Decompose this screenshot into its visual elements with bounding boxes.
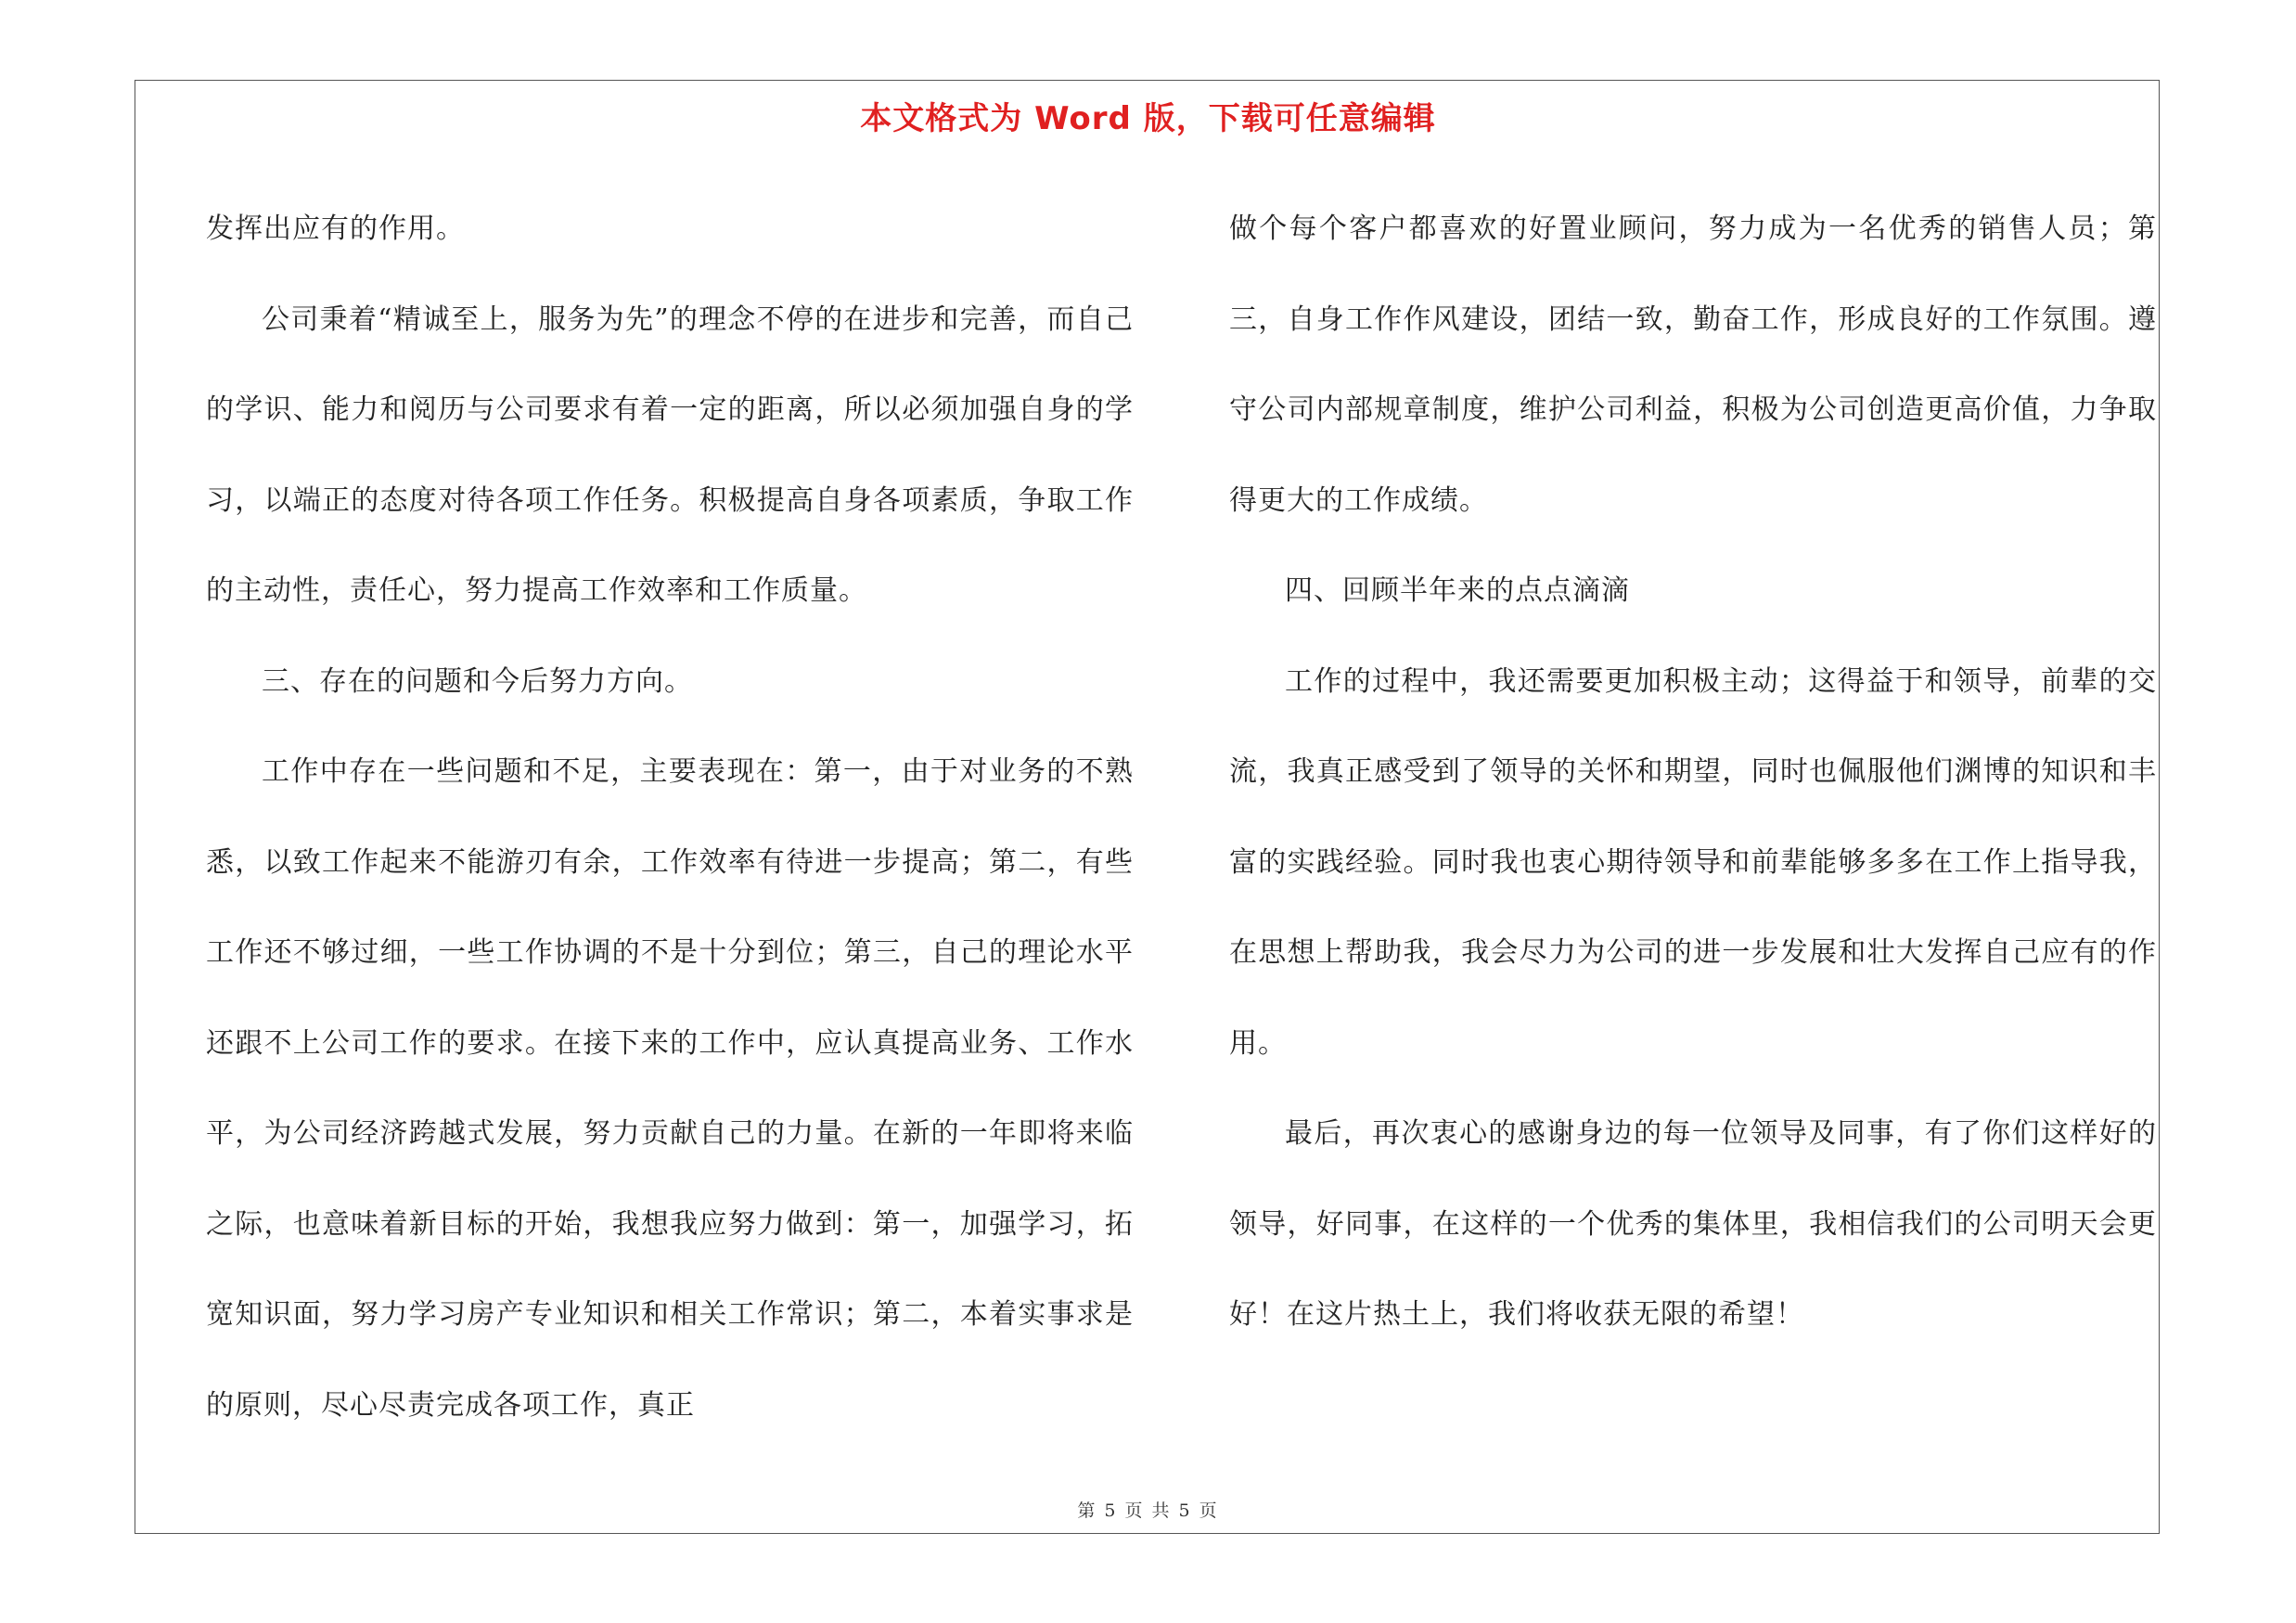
format-notice-banner: 本文格式为 Word 版，下载可任意编辑 [860,100,1436,137]
right-text-column [1229,184,2157,1360]
left-text-column [206,184,1134,1450]
paragraph-problems-and-plans: 工作中存在一些问题和不足，主要表现在：第一，由于对业务的不熟悉，以致工作起来不能游刃有余，工作效率有待进一步提高；第二，有些工作还不够过细，一些工作协调的不是十分到位；第三，自己的理论水平还跟不上公司工作的要求。在接下来的工作中，应认真提高业务、工作水平，为公司经济跨越式发展，努力贡献自己的力量。在新的一年即将来临之际，也意味着新目标的开始，我想我应努力做到：第一，加强学习，拓宽知识面，努力学习房产专业知识和相关工作常识；第二，本着实事求是的原则，尽心尽责完成各项工作，真正 [206,755,1134,1422]
section-heading-review: 四、回顾半年来的点点滴滴 [1285,574,1630,607]
paragraph-continuation-right: 做个每个客户都喜欢的好置业顾问，努力成为一名优秀的销售人员；第三，自身工作作风建设，团结一致，勤奋工作，形成良好的工作氛围。遵守公司内部规章制度，维护公司利益，积极为公司创造更高价值，力争取得更大的工作成绩。 [1229,213,2157,517]
paragraph-work-process: 工作的过程中，我还需要更加积极主动；这得益于和领导，前辈的交流，我真正感受到了领导的关怀和期望，同时也佩服他们渊博的知识和丰富的实践经验。同时我也衷心期待领导和前辈能够多多在工作上指导我，在思想上帮助我，我会尽力为公司的进一步发展和壮大发挥自己应有的作用。 [1229,664,2157,1060]
paragraph-continuation: 发挥出应有的作用。 [206,213,465,245]
page-number: 第 5 页 共 5 页 [1077,1501,1219,1521]
section-heading-problems: 三、存在的问题和今后努力方向。 [262,664,693,698]
paragraph-company-philosophy: 公司秉着“精诚至上，服务为先”的理念不停的在进步和完善，而自己的学识、能力和阅历与公司要求有着一定的距离，所以必须加强自身的学习，以端正的态度对待各项工作任务。积极提高自身各项素质，争取工作的主动性，责任心，努力提高工作效率和工作质量。 [206,303,1134,607]
paragraph-thanks: 最后，再次衷心的感谢身边的每一位领导及同事，有了你们这样好的领导，好同事，在这样的一个优秀的集体里，我相信我们的公司明天会更好！在这片热土上，我们将收获无限的希望！ [1229,1117,2157,1331]
